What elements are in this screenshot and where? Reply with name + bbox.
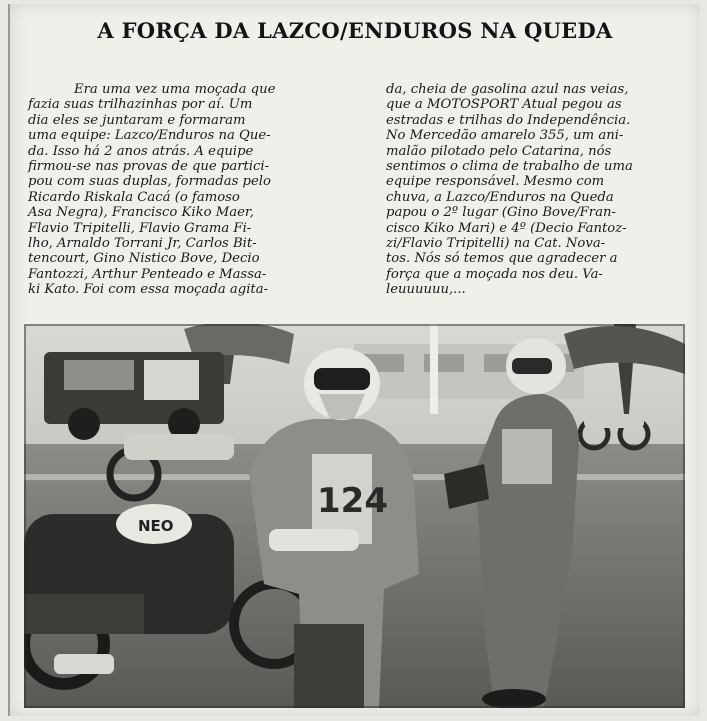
right-line: zi/Flavio Tripitelli) na Cat. Nova- [386, 236, 606, 252]
left-line: dia eles se juntaram e formaram [28, 112, 246, 128]
left-line: fazia suas trilhazinhas por aí. Um [28, 97, 253, 113]
photo-rider-number: 124 [317, 481, 388, 521]
right-line: No Mercedão amarelo 355, um ani- [386, 128, 624, 144]
right-line: leuuuuuu,... [386, 282, 466, 298]
right-line: tos. Nós só temos que agradecer a [386, 251, 618, 267]
right-line: da, cheia de gasolina azul nas veias, [386, 82, 629, 97]
article-left-column [28, 82, 358, 298]
left-line: pou com suas duplas, formadas pelo [28, 174, 271, 190]
right-line: estradas e trilhas do Independência. [386, 112, 631, 128]
right-line: malão pilotado pelo Catarina, nós [386, 143, 612, 159]
right-line: sentimos o clima de trabalho de uma [386, 159, 633, 175]
left-line: uma equipe: Lazco/Enduros na Que- [28, 128, 271, 144]
left-line: da. Isso há 2 anos atrás. A equipe [28, 143, 254, 159]
article-photo [24, 324, 685, 708]
right-line: que a MOTOSPORT Atual pegou as [386, 97, 622, 113]
left-line: Fantozzi, Arthur Penteado e Massa- [28, 266, 267, 282]
left-line: Ricardo Riskala Cacá (o famoso [28, 189, 240, 205]
left-line: Flavio Tripitelli, Flavio Grama Fi- [28, 220, 252, 236]
left-line: lho, Arnaldo Torrani Jr, Carlos Bit- [28, 236, 257, 252]
article-right-column [386, 82, 696, 298]
right-line: equipe responsável. Mesmo com [386, 174, 605, 190]
right-line: força que a moçada nos deu. Va- [386, 266, 603, 282]
left-line: Era uma vez uma moçada que [74, 82, 276, 97]
left-line: Asa Negra), Francisco Kiko Maer, [28, 205, 254, 221]
photo-bike-plate: NEO [138, 517, 174, 535]
left-line: tencourt, Gino Nistico Bove, Decio [28, 251, 260, 267]
right-line: chuva, a Lazco/Enduros na Queda [386, 189, 614, 205]
right-line: papou o 2º lugar (Gino Bove/Fran- [386, 205, 616, 221]
right-line: cisco Kiko Mari) e 4º (Decio Fantoz- [386, 220, 627, 236]
article-headline: A FORÇA DA LAZCO/ENDUROS NA QUEDA [97, 18, 613, 43]
photo-scene [24, 324, 685, 708]
left-line: ki Kato. Foi com essa moçada agita- [28, 282, 269, 298]
left-line: firmou-se nas provas de que partici- [28, 159, 270, 175]
photo-rider-goggles [314, 368, 370, 390]
